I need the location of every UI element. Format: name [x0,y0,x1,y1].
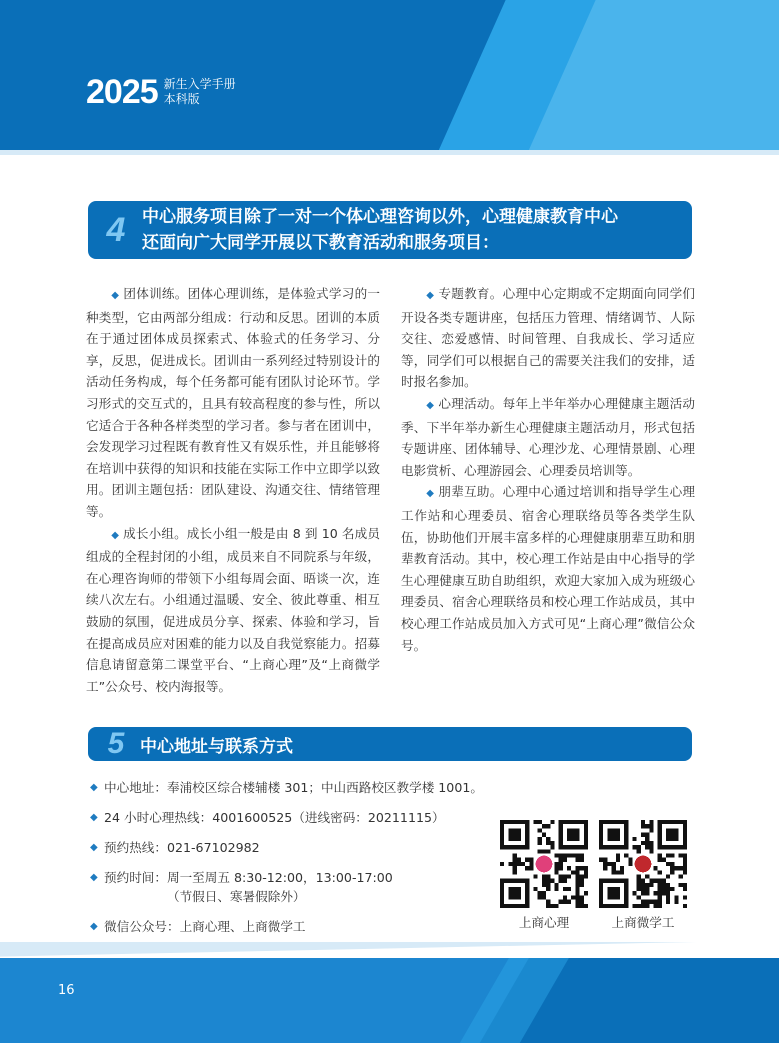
footer-band [0,958,779,1043]
list-item: ◆ 专题教育。心理中心定期或不定期面向同学们开设各类专题讲座，包括压力管理、情绪调节、人际交往、恋爱感情、时间管理、自我成长、学习适应等，同学们可以根据自己的需要关注我们的安排，适时报名参加。 [401,286,696,390]
brand-subtitle: 新生入学手册 本科版 [163,77,236,106]
contact-wechat: ◆ 微信公众号： 上商心理、上商微学工 [90,919,306,934]
diamond-bullet-icon: ◆ [426,399,435,411]
section-4-left-column [86,283,380,697]
contact-list [90,778,510,947]
diamond-bullet-icon: ◆ [111,290,120,301]
diamond-bullet-icon: ◆ [90,782,98,793]
diamond-bullet-icon: ◆ [426,290,435,301]
list-item: ◆ 团体训练。团体心理训练，是体验式学习的一种类型，它由两部分组成：行动和反思。团训的本质在于通过团体成员探索式、体验式的任务学习、分享，反思，促进成长。团训由一系列经过特别设计的活动任务构成，每个任务都可能有团队讨论环节。学习形式的交互式的，且具有较高程度的参与性，所以它适合于各种各样类型的学习者。参与者在团训中，会发现学习过程既有教育性又有娱乐性，并且能够将在培训中获得的知识和技能在实际工作中立即学以致用。团训主题包括：团队建设、沟通交往、情绪管理等。 [86,286,381,519]
qr-code-shangshang-xinli [500,820,588,908]
handbook-brand [86,72,236,112]
section-4-number: 4 [106,210,126,249]
diamond-bullet-icon: ◆ [426,488,435,500]
diamond-bullet-icon: ◆ [90,921,98,932]
footer-stripe [0,942,779,958]
section-5-title: 中心地址与联系方式 [140,736,293,757]
list-item: ◆ 成长小组。成长小组一般是由 8 到 10 名成员组成的全程封闭的小组，成员来自不同院系与年级，在心理咨询师的带领下小组每周会面、晤谈一次，连续八次左右。小组通过温暖、安全、彼此尊重、相互鼓励的氛围，促进成员分享、探索、体验和学习，旨在提高成员应对困难的能力以及自我觉察能力。招募信息请留意第二课堂平台、“上商心理”及“上商微学工”公众号、校内海报等。 [86,525,380,694]
qr-caption-2: 上商微学工 [611,915,675,930]
contact-hotline-24h: ◆ 24 小时心理热线： 4001600525（进线密码：20211115） [90,810,445,825]
contact-booking-time: ◆ 预约时间： 周一至周五 8:30-12:00，13:00-17:00 （节假日、寒暑假除外） [90,870,393,904]
section-5-number: 5 [107,727,125,760]
section-4-title-bar [88,201,692,259]
section-5-title-bar [88,727,692,761]
qr-code-shangshang-weixuegong [599,820,687,908]
section-4-title: 中心服务项目除了一对一个体心理咨询以外，心理健康教育中心 还面向广大同学开展以下教育活动和服务项目： [142,207,618,253]
diamond-bullet-icon: ◆ [90,872,98,883]
list-item: ◆ 朋辈互助。心理中心通过培训和指导学生心理工作站和心理委员、宿舍心理联络员等各类学生队伍，协助他们开展丰富多样的心理健康朋辈互助和朋辈教育活动。其中，校心理工作站是由中心指导的学生心理健康互助自助组织，欢迎大家加入成为班级心理委员、宿舍心理联络员和校心理工作站成员，其中校心理工作站成员加入方式可见“上商心理”微信公众号。 [401,484,696,653]
diamond-bullet-icon: ◆ [111,529,120,541]
list-item: ◆ 心理活动。每年上半年举办心理健康主题活动季、下半年举办新生心理健康主题活动月，形式包括专题讲座、团体辅导、心理沙龙、心理情景剧、心理电影赏析、心理游园会、心理委员培训等。 [401,395,696,478]
qr-caption-1: 上商心理 [518,915,570,930]
diamond-bullet-icon: ◆ [90,842,98,853]
page-number: 16 [58,983,75,998]
contact-booking-phone: ◆ 预约热线： 021-67102982 [90,840,260,855]
diamond-bullet-icon: ◆ [90,812,98,823]
header-stripe [0,150,779,155]
brand-year: 2025 [86,73,158,111]
contact-address: ◆ 中心地址： 奉浦校区综合楼辅楼 301；中山西路校区教学楼 1001。 [90,780,483,795]
section-4-right-column [401,283,695,656]
